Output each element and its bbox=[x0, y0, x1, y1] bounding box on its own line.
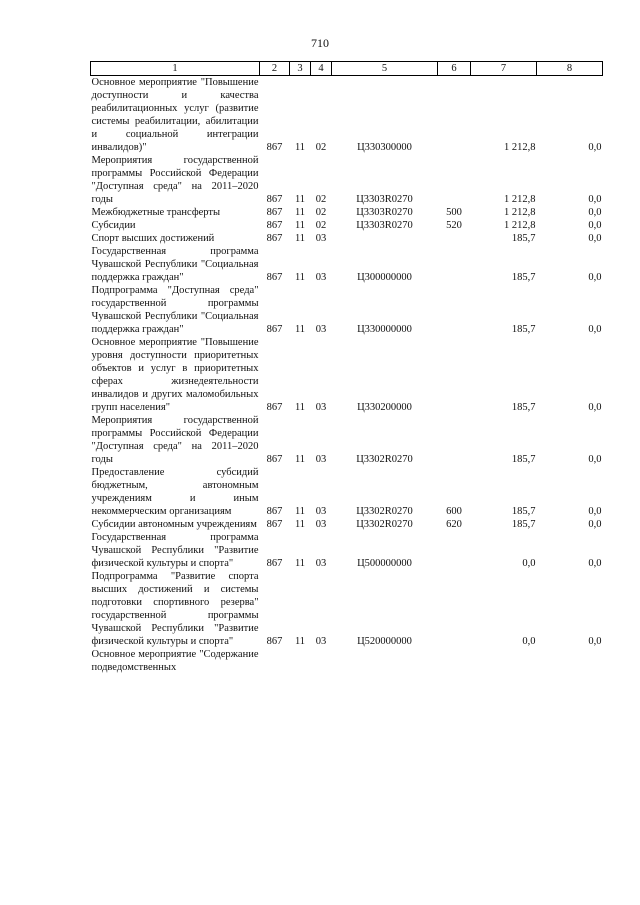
cell-ministry: 867 bbox=[266, 519, 283, 530]
cell-ministry bbox=[260, 648, 290, 674]
cell-target-item: Ц3302R0270 bbox=[356, 454, 413, 465]
cell-subsection: 03 bbox=[315, 272, 327, 283]
cell-amount: 185,7 bbox=[511, 233, 536, 244]
row-name: Предоставление субсидий бюджетным, автономным учреждениям и иным некоммерческим организациям bbox=[91, 467, 259, 517]
cell-subsection: 03 bbox=[315, 324, 327, 335]
cell-ministry: 867 bbox=[266, 506, 283, 517]
cell-amount-2: 0,0 bbox=[588, 194, 602, 205]
cell-amount-2: 0,0 bbox=[588, 324, 602, 335]
header-row bbox=[91, 62, 603, 76]
cell-expense-type bbox=[438, 245, 471, 284]
cell-expense-type: 500 bbox=[446, 207, 462, 218]
cell-amount-2: 0,0 bbox=[588, 220, 602, 231]
cell-section: 11 bbox=[294, 324, 306, 335]
table-row bbox=[91, 531, 603, 570]
header-cell: 3 bbox=[290, 62, 311, 76]
cell-target-item: Ц330000000 bbox=[357, 324, 412, 335]
cell-ministry: 867 bbox=[266, 636, 283, 647]
cell-ministry: 867 bbox=[266, 324, 283, 335]
table-row bbox=[91, 245, 603, 284]
row-name: Государственная программа Чувашской Республики "Социальная поддержка граждан" bbox=[91, 246, 259, 283]
cell-subsection: 02 bbox=[315, 220, 327, 231]
cell-section: 11 bbox=[294, 519, 306, 530]
cell-amount-2: 0,0 bbox=[588, 402, 602, 413]
table-row bbox=[91, 219, 603, 232]
cell-target-item: Ц520000000 bbox=[357, 636, 412, 647]
table-row bbox=[91, 414, 603, 466]
row-name: Основное мероприятие "Содержание подведомственных bbox=[91, 649, 259, 673]
cell-amount-2: 0,0 bbox=[588, 233, 602, 244]
table-row bbox=[91, 284, 603, 336]
header-cell: 4 bbox=[311, 62, 332, 76]
cell-subsection: 03 bbox=[315, 558, 327, 569]
cell-subsection bbox=[311, 648, 332, 674]
row-name: Государственная программа Чувашской Республики "Развитие физической культуры и спорта" bbox=[91, 532, 259, 569]
budget-table bbox=[90, 61, 603, 674]
cell-expense-type bbox=[438, 531, 471, 570]
table-row bbox=[91, 336, 603, 414]
cell-target-item: Ц330300000 bbox=[357, 142, 412, 153]
cell-amount: 185,7 bbox=[511, 402, 536, 413]
cell-subsection: 03 bbox=[315, 506, 327, 517]
cell-amount: 185,7 bbox=[511, 454, 536, 465]
cell-section: 11 bbox=[294, 207, 306, 218]
table-row bbox=[91, 518, 603, 531]
cell-ministry: 867 bbox=[266, 194, 283, 205]
table-row bbox=[91, 466, 603, 518]
cell-subsection: 03 bbox=[315, 233, 327, 244]
cell-amount-2 bbox=[537, 648, 603, 674]
cell-amount-2: 0,0 bbox=[588, 454, 602, 465]
cell-expense-type bbox=[438, 232, 471, 245]
cell-ministry: 867 bbox=[266, 402, 283, 413]
cell-expense-type bbox=[438, 76, 471, 155]
cell-amount: 1 212,8 bbox=[504, 207, 536, 218]
cell-amount-2: 0,0 bbox=[588, 207, 602, 218]
cell-section: 11 bbox=[294, 636, 306, 647]
row-name: Основное мероприятие "Повышение доступности и качества реабилитационных услуг (развитие системы реабилитации, абилитации и социальной интеграции инвалидов)" bbox=[91, 77, 259, 153]
row-name: Мероприятия государственной программы Российской Федерации "Доступная среда" на 2011–2020 годы bbox=[91, 415, 259, 465]
cell-ministry: 867 bbox=[266, 454, 283, 465]
table-row bbox=[91, 206, 603, 219]
header-cell: 5 bbox=[332, 62, 438, 76]
cell-section: 11 bbox=[294, 142, 306, 153]
table-row bbox=[91, 570, 603, 648]
header-cell: 2 bbox=[260, 62, 290, 76]
cell-amount: 1 212,8 bbox=[504, 220, 536, 231]
cell-target-item: Ц3303R0270 bbox=[356, 194, 413, 205]
row-name: Субсидии автономным учреждениям bbox=[91, 519, 257, 530]
cell-target-item bbox=[332, 232, 438, 245]
cell-amount: 0,0 bbox=[522, 558, 536, 569]
cell-section: 11 bbox=[294, 506, 306, 517]
cell-amount bbox=[471, 648, 537, 674]
cell-subsection: 02 bbox=[315, 207, 327, 218]
cell-ministry: 867 bbox=[266, 142, 283, 153]
cell-expense-type bbox=[438, 648, 471, 674]
cell-section: 11 bbox=[294, 220, 306, 231]
cell-expense-type: 520 bbox=[446, 220, 462, 231]
cell-target-item: Ц330200000 bbox=[357, 402, 412, 413]
cell-subsection: 03 bbox=[315, 636, 327, 647]
cell-target-item: Ц3302R0270 bbox=[356, 506, 413, 517]
cell-amount: 185,7 bbox=[511, 519, 536, 530]
cell-expense-type bbox=[438, 414, 471, 466]
cell-section: 11 bbox=[294, 194, 306, 205]
cell-expense-type: 620 bbox=[446, 519, 462, 530]
cell-amount-2: 0,0 bbox=[588, 558, 602, 569]
header-cell: 1 bbox=[91, 62, 260, 76]
cell-subsection: 03 bbox=[315, 519, 327, 530]
cell-target-item: Ц3303R0270 bbox=[356, 207, 413, 218]
cell-amount: 185,7 bbox=[511, 324, 536, 335]
cell-expense-type bbox=[438, 570, 471, 648]
row-name: Основное мероприятие "Повышение уровня доступности приоритетных объектов и услуг в приоритетных сферах жизнедеятельности инвалидов и других маломобильных групп населения" bbox=[91, 337, 259, 413]
cell-amount-2: 0,0 bbox=[588, 142, 602, 153]
table-row bbox=[91, 76, 603, 155]
row-name: Межбюджетные трансферты bbox=[91, 207, 221, 218]
cell-section: 11 bbox=[294, 402, 306, 413]
cell-section: 11 bbox=[294, 454, 306, 465]
cell-amount-2: 0,0 bbox=[588, 506, 602, 517]
row-name: Спорт высших достижений bbox=[91, 233, 215, 244]
cell-subsection: 03 bbox=[315, 402, 327, 413]
cell-amount: 1 212,8 bbox=[504, 142, 536, 153]
cell-expense-type: 600 bbox=[446, 506, 462, 517]
cell-amount: 185,7 bbox=[511, 272, 536, 283]
cell-amount: 185,7 bbox=[511, 506, 536, 517]
cell-amount-2: 0,0 bbox=[588, 272, 602, 283]
cell-amount: 1 212,8 bbox=[504, 194, 536, 205]
cell-ministry: 867 bbox=[266, 220, 283, 231]
table-row bbox=[91, 648, 603, 674]
row-name: Подпрограмма "Доступная среда" государственной программы Чувашской Республики "Социальная поддержка граждан" bbox=[91, 285, 259, 335]
table-row bbox=[91, 232, 603, 245]
cell-target-item: Ц3303R0270 bbox=[356, 220, 413, 231]
cell-amount-2: 0,0 bbox=[588, 636, 602, 647]
cell-section bbox=[290, 648, 311, 674]
cell-expense-type bbox=[438, 284, 471, 336]
cell-section: 11 bbox=[294, 272, 306, 283]
header-cell: 7 bbox=[471, 62, 537, 76]
cell-target-item: Ц500000000 bbox=[357, 558, 412, 569]
cell-subsection: 03 bbox=[315, 454, 327, 465]
cell-ministry: 867 bbox=[266, 558, 283, 569]
cell-subsection: 02 bbox=[315, 142, 327, 153]
header-cell: 6 bbox=[438, 62, 471, 76]
header-cell: 8 bbox=[537, 62, 603, 76]
cell-target-item: Ц3302R0270 bbox=[356, 519, 413, 530]
page-number: 710 bbox=[311, 36, 329, 50]
cell-target-item bbox=[332, 648, 438, 674]
cell-ministry: 867 bbox=[266, 207, 283, 218]
table-body bbox=[91, 76, 603, 675]
table-row bbox=[91, 154, 603, 206]
row-name: Мероприятия государственной программы Российской Федерации "Доступная среда" на 2011–2020 годы bbox=[91, 155, 259, 205]
cell-amount-2: 0,0 bbox=[588, 519, 602, 530]
cell-ministry: 867 bbox=[266, 272, 283, 283]
cell-section: 11 bbox=[294, 233, 306, 244]
cell-amount: 0,0 bbox=[522, 636, 536, 647]
cell-expense-type bbox=[438, 336, 471, 414]
row-name: Субсидии bbox=[91, 220, 136, 231]
cell-expense-type bbox=[438, 154, 471, 206]
cell-ministry: 867 bbox=[266, 233, 283, 244]
cell-section: 11 bbox=[294, 558, 306, 569]
row-name: Подпрограмма "Развитие спорта высших достижений и системы подготовки спортивного резерва" государственной программы Чувашской Республики "Развитие физической культуры и спорта" bbox=[91, 571, 259, 647]
cell-target-item: Ц300000000 bbox=[357, 272, 412, 283]
cell-subsection: 02 bbox=[315, 194, 327, 205]
